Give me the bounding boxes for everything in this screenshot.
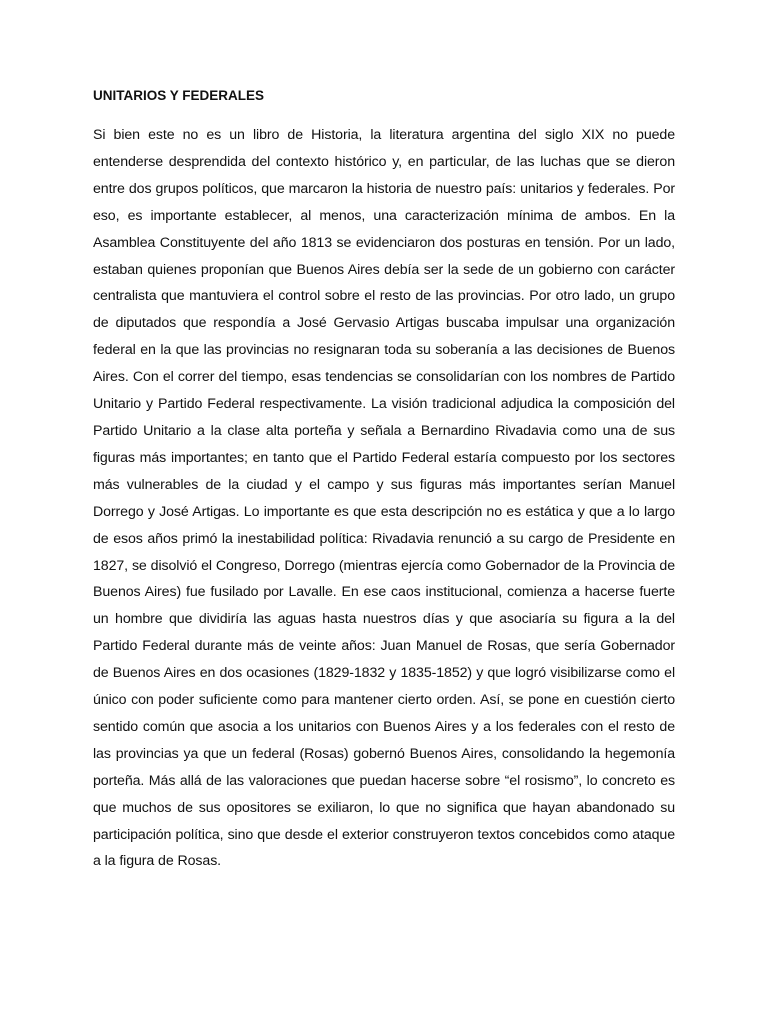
document-title: UNITARIOS Y FEDERALES (93, 88, 265, 103)
document-paragraph: Si bien este no es un libro de Historia, la literatura argentina del siglo XIX no puede entenderse desprendida del contexto histórico y, en particular, de las luchas que se dieron entre dos grupos políticos, que marcaron la historia de nuestro país: unitarios y federales. Por eso, es importante establecer, al menos, una caracterización mínima de ambos. En la Asamblea Constituyente del año 1813 se evidenciaron dos posturas en tensión. Por un lado, estaban quienes proponían que Buenos Aires debía ser la sede de un gobierno con carácter centralista que mantuviera el control sobre el resto de las provincias. Por otro lado, un grupo de diputados que respondía a José Gervasio Artigas buscaba impulsar una organización federal en la que las provincias no resignaran toda su soberanía a las decisiones de Buenos Aires. Con el correr del tiempo, esas tendencias se consolidarían con los nombres de Partido Unitario y Partido Federal respectivamente. La visión tradicional adjudica la composición del Partido Unitario a la clase alta porteña y señala a Bernardino Rivadavia como una de sus figuras más importantes; en tanto que el Partido Federal estaría compuesto por los sectores más vulnerables de la ciudad y el campo y sus figuras más importantes serían Manuel Dorrego y José Artigas. Lo importante es que esta descripción no es estática y que a lo largo de esos años primó la inestabilidad política: Rivadavia renunció a su cargo de Presidente en 1827, se disolvió el Congreso, Dorrego (mientras ejercía como Gobernador de la Provincia de Buenos Aires) fue fusilado por Lavalle. En ese caos institucional, comienza a hacerse fuerte un hombre que dividiría las aguas hasta nuestros días y que asociaría su figura a la del Partido Federal durante más de veinte años: Juan Manuel de Rosas, que sería Gobernador de Buenos Aires en dos ocasiones (1829-1832 y 1835-1852) y que logró visibilizarse como el único con poder suficiente como para mantener cierto orden. Así, se pone en cuestión cierto sentido común que asocia a los unitarios con Buenos Aires y a los federales con el resto de las provincias ya que un federal (Rosas) gobernó Buenos Aires, consolidando la hegemonía porteña. Más allá de las valoraciones que puedan hacerse sobre “el rosismo”, lo concreto es que muchos de sus opositores se exiliaron, lo que no significa que hayan abandonado su participación política, sino que desde el exterior construyeron textos concebidos como ataque a la figura de Rosas. (93, 127, 675, 870)
document-page (93, 86, 675, 875)
